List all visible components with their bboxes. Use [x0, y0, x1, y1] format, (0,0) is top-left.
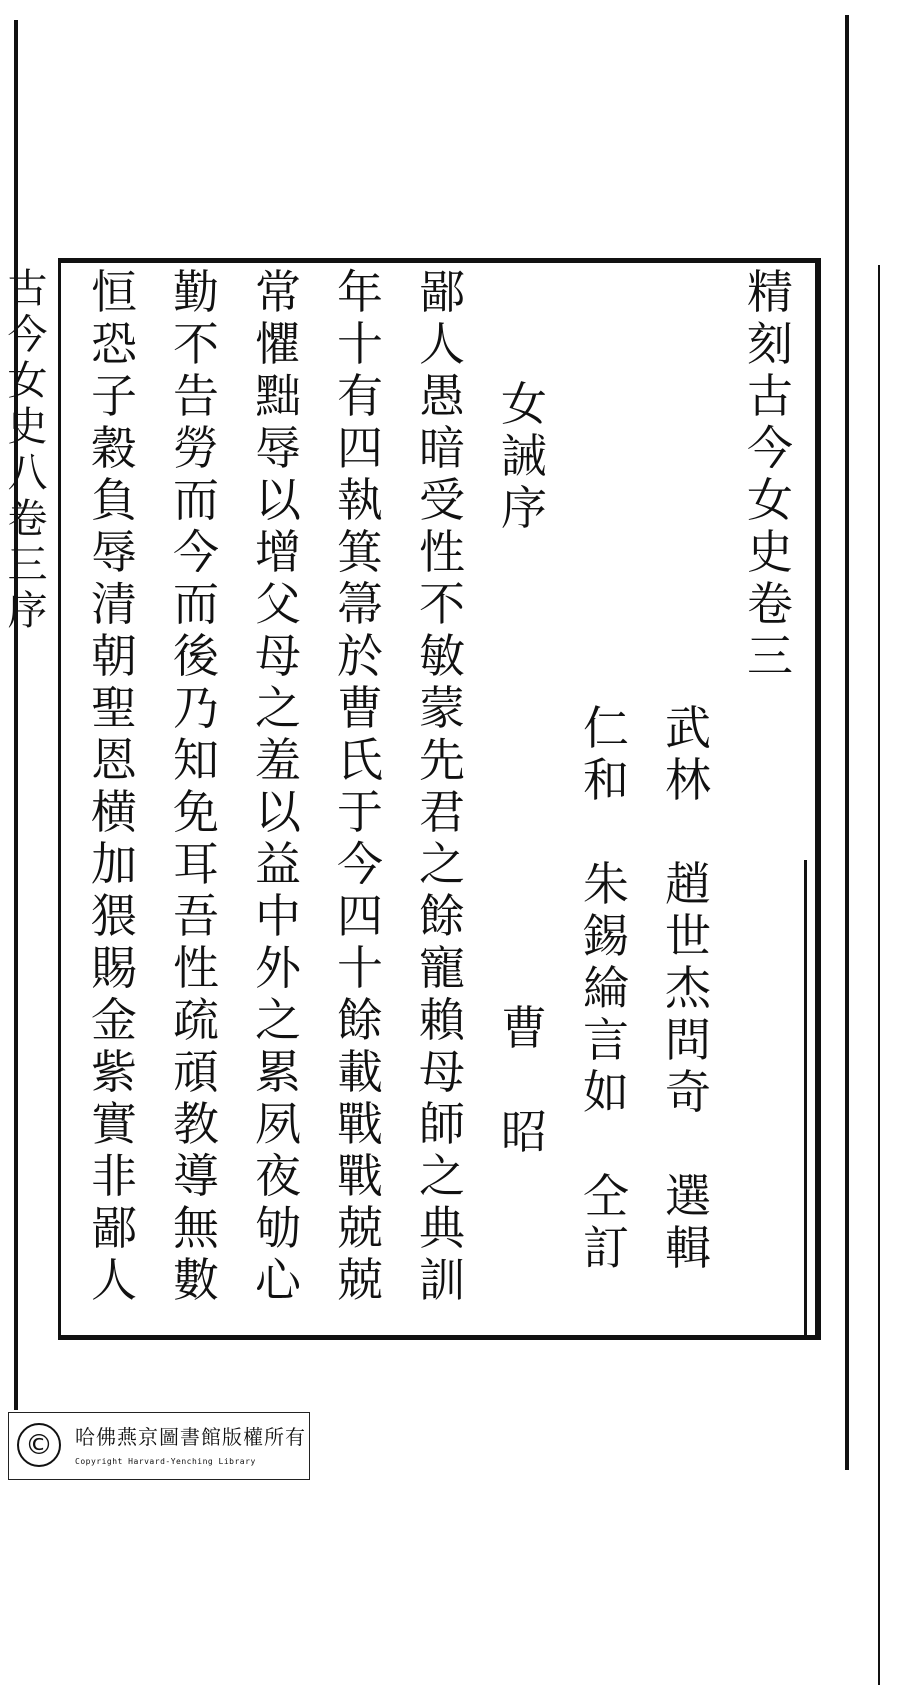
character: 免 — [173, 785, 219, 839]
character: 愚 — [419, 369, 465, 423]
character: 世 — [665, 909, 711, 963]
character: 和 — [583, 753, 629, 807]
character: 辱 — [91, 525, 137, 579]
character: 箕 — [337, 525, 383, 579]
page-edge-left — [14, 20, 18, 1410]
section-title-column — [494, 378, 554, 1158]
editor-column-2 — [576, 702, 636, 1274]
character: 横 — [91, 785, 137, 839]
character: 曹 — [501, 1001, 547, 1055]
character: 性 — [173, 941, 219, 995]
copyright-stamp — [8, 1412, 310, 1480]
character: 夜 — [255, 1149, 301, 1203]
character: 實 — [91, 1097, 137, 1151]
character: 之 — [255, 681, 301, 735]
character: 古 — [7, 266, 48, 312]
character: 乃 — [173, 681, 219, 735]
character: 恒 — [91, 265, 137, 319]
character: 之 — [255, 993, 301, 1047]
character: 八 — [7, 450, 48, 496]
character: 選 — [665, 1169, 711, 1223]
character: 女 — [501, 377, 547, 431]
character: 導 — [173, 1149, 219, 1203]
character: 勞 — [173, 421, 219, 475]
character: 兢 — [337, 1253, 383, 1307]
character: 朱 — [583, 857, 629, 911]
character: 而 — [173, 473, 219, 527]
character: 受 — [419, 473, 465, 527]
character: 性 — [419, 525, 465, 579]
text-column-1 — [412, 266, 472, 1306]
character — [494, 846, 554, 898]
character: 母 — [255, 629, 301, 683]
character — [494, 950, 554, 1002]
character: 十 — [337, 317, 383, 371]
character: 史 — [7, 404, 48, 450]
character: 人 — [91, 1253, 137, 1307]
character: 中 — [255, 889, 301, 943]
character: 勤 — [173, 265, 219, 319]
character: 氏 — [337, 733, 383, 787]
editor-column-1 — [658, 702, 718, 1274]
character — [494, 638, 554, 690]
character: 奇 — [665, 1065, 711, 1119]
character: 賴 — [419, 993, 465, 1047]
character: 子 — [91, 369, 137, 423]
copyright-icon: © — [17, 1423, 61, 1467]
character: 而 — [173, 577, 219, 631]
character: 今 — [337, 837, 383, 891]
character: 敏 — [419, 629, 465, 683]
character: 于 — [337, 785, 383, 839]
character: 師 — [419, 1097, 465, 1151]
character: 清 — [91, 577, 137, 631]
character: 猥 — [91, 889, 137, 943]
copyright-english: Copyright Harvard-Yenching Library — [75, 1457, 256, 1466]
character: 誡 — [501, 429, 547, 483]
character: 林 — [665, 753, 711, 807]
character: 典 — [419, 1201, 465, 1255]
page-edge-far-right — [878, 265, 880, 1685]
character: 黜 — [255, 369, 301, 423]
frame-bottom-border — [60, 1335, 820, 1340]
character: 有 — [337, 369, 383, 423]
character: 外 — [255, 941, 301, 995]
character: 卷 — [747, 577, 793, 631]
character: 紫 — [91, 1045, 137, 1099]
character: 數 — [173, 1253, 219, 1307]
character: 序 — [7, 588, 48, 634]
character: 辱 — [255, 421, 301, 475]
character: 增 — [255, 525, 301, 579]
character: 知 — [173, 733, 219, 787]
character: 言 — [583, 1013, 629, 1067]
character: 輯 — [665, 1221, 711, 1275]
character: 於 — [337, 629, 383, 683]
character: 餘 — [337, 993, 383, 1047]
page-edge-right — [845, 15, 849, 1470]
character: 戰 — [337, 1097, 383, 1151]
text-column-5 — [84, 266, 144, 1306]
character: 恐 — [91, 317, 137, 371]
character: 不 — [419, 577, 465, 631]
character: 聖 — [91, 681, 137, 735]
character: 頑 — [173, 1045, 219, 1099]
character — [494, 742, 554, 794]
text-column-2 — [330, 266, 390, 1306]
character: 年 — [337, 265, 383, 319]
frame-top-border — [60, 258, 820, 263]
character: 今 — [173, 525, 219, 579]
character: 寵 — [419, 941, 465, 995]
character: 餘 — [419, 889, 465, 943]
character: 穀 — [91, 421, 137, 475]
character: 金 — [91, 993, 137, 1047]
character: 常 — [255, 265, 301, 319]
character: 恩 — [91, 733, 137, 787]
character: 無 — [173, 1201, 219, 1255]
character: 告 — [173, 369, 219, 423]
character: 賜 — [91, 941, 137, 995]
character: 仁 — [583, 701, 629, 755]
character — [576, 806, 636, 858]
character: 女 — [747, 473, 793, 527]
character: 之 — [419, 1149, 465, 1203]
character: 序 — [501, 481, 547, 535]
character — [494, 794, 554, 846]
character — [494, 586, 554, 638]
character: 疏 — [173, 993, 219, 1047]
character: 訂 — [583, 1221, 629, 1275]
character: 羞 — [255, 733, 301, 787]
character: 朝 — [91, 629, 137, 683]
character: 不 — [173, 317, 219, 371]
character: 先 — [419, 733, 465, 787]
character: 後 — [173, 629, 219, 683]
character: 女 — [7, 358, 48, 404]
character: 蒙 — [419, 681, 465, 735]
character: 精 — [747, 265, 793, 319]
character: 三 — [747, 629, 793, 683]
character: 十 — [337, 941, 383, 995]
character: 載 — [337, 1045, 383, 1099]
character: 刻 — [747, 317, 793, 371]
text-column-4 — [166, 266, 226, 1306]
character: 以 — [255, 473, 301, 527]
character: 趙 — [665, 857, 711, 911]
character — [494, 690, 554, 742]
character: 母 — [419, 1045, 465, 1099]
character: 四 — [337, 421, 383, 475]
volume-title-column — [740, 266, 800, 682]
character: 曹 — [337, 681, 383, 735]
character: 訓 — [419, 1253, 465, 1307]
character: 武 — [665, 701, 711, 755]
character: 累 — [255, 1045, 301, 1099]
character: 問 — [665, 1013, 711, 1067]
character: 益 — [255, 837, 301, 891]
character: 父 — [255, 577, 301, 631]
character: 君 — [419, 785, 465, 839]
character: 非 — [91, 1149, 137, 1203]
character: 杰 — [665, 961, 711, 1015]
character: 人 — [419, 317, 465, 371]
character: 古 — [747, 369, 793, 423]
character: 劬 — [255, 1201, 301, 1255]
character: 心 — [255, 1253, 301, 1307]
frame-divider — [804, 860, 807, 1338]
spine-label — [0, 266, 55, 634]
character: 仝 — [583, 1169, 629, 1223]
character: 卷 — [7, 496, 48, 542]
character: 史 — [747, 525, 793, 579]
character: 四 — [337, 889, 383, 943]
character: 綸 — [583, 961, 629, 1015]
character — [576, 1118, 636, 1170]
character: 懼 — [255, 317, 301, 371]
character: 三 — [7, 542, 48, 588]
character: 吾 — [173, 889, 219, 943]
character — [494, 534, 554, 586]
character: 暗 — [419, 421, 465, 475]
character: 教 — [173, 1097, 219, 1151]
character: 今 — [7, 312, 48, 358]
character — [658, 806, 718, 858]
character: 加 — [91, 837, 137, 891]
library-name: 哈佛燕京圖書館版權所有 — [75, 1425, 306, 1449]
text-column-3 — [248, 266, 308, 1306]
character: 執 — [337, 473, 383, 527]
character: 昭 — [501, 1105, 547, 1159]
character: 夙 — [255, 1097, 301, 1151]
character: 耳 — [173, 837, 219, 891]
character: 鄙 — [91, 1201, 137, 1255]
character: 負 — [91, 473, 137, 527]
character — [494, 898, 554, 950]
character: 戰 — [337, 1149, 383, 1203]
character: 鄙 — [419, 265, 465, 319]
character: 箒 — [337, 577, 383, 631]
character: 今 — [747, 421, 793, 475]
frame-left-border — [58, 258, 61, 1340]
character: 如 — [583, 1065, 629, 1119]
character: 以 — [255, 785, 301, 839]
character: 之 — [419, 837, 465, 891]
frame-right-border — [815, 258, 821, 1340]
character — [658, 1118, 718, 1170]
character: 錫 — [583, 909, 629, 963]
character: 兢 — [337, 1201, 383, 1255]
character — [494, 1054, 554, 1106]
